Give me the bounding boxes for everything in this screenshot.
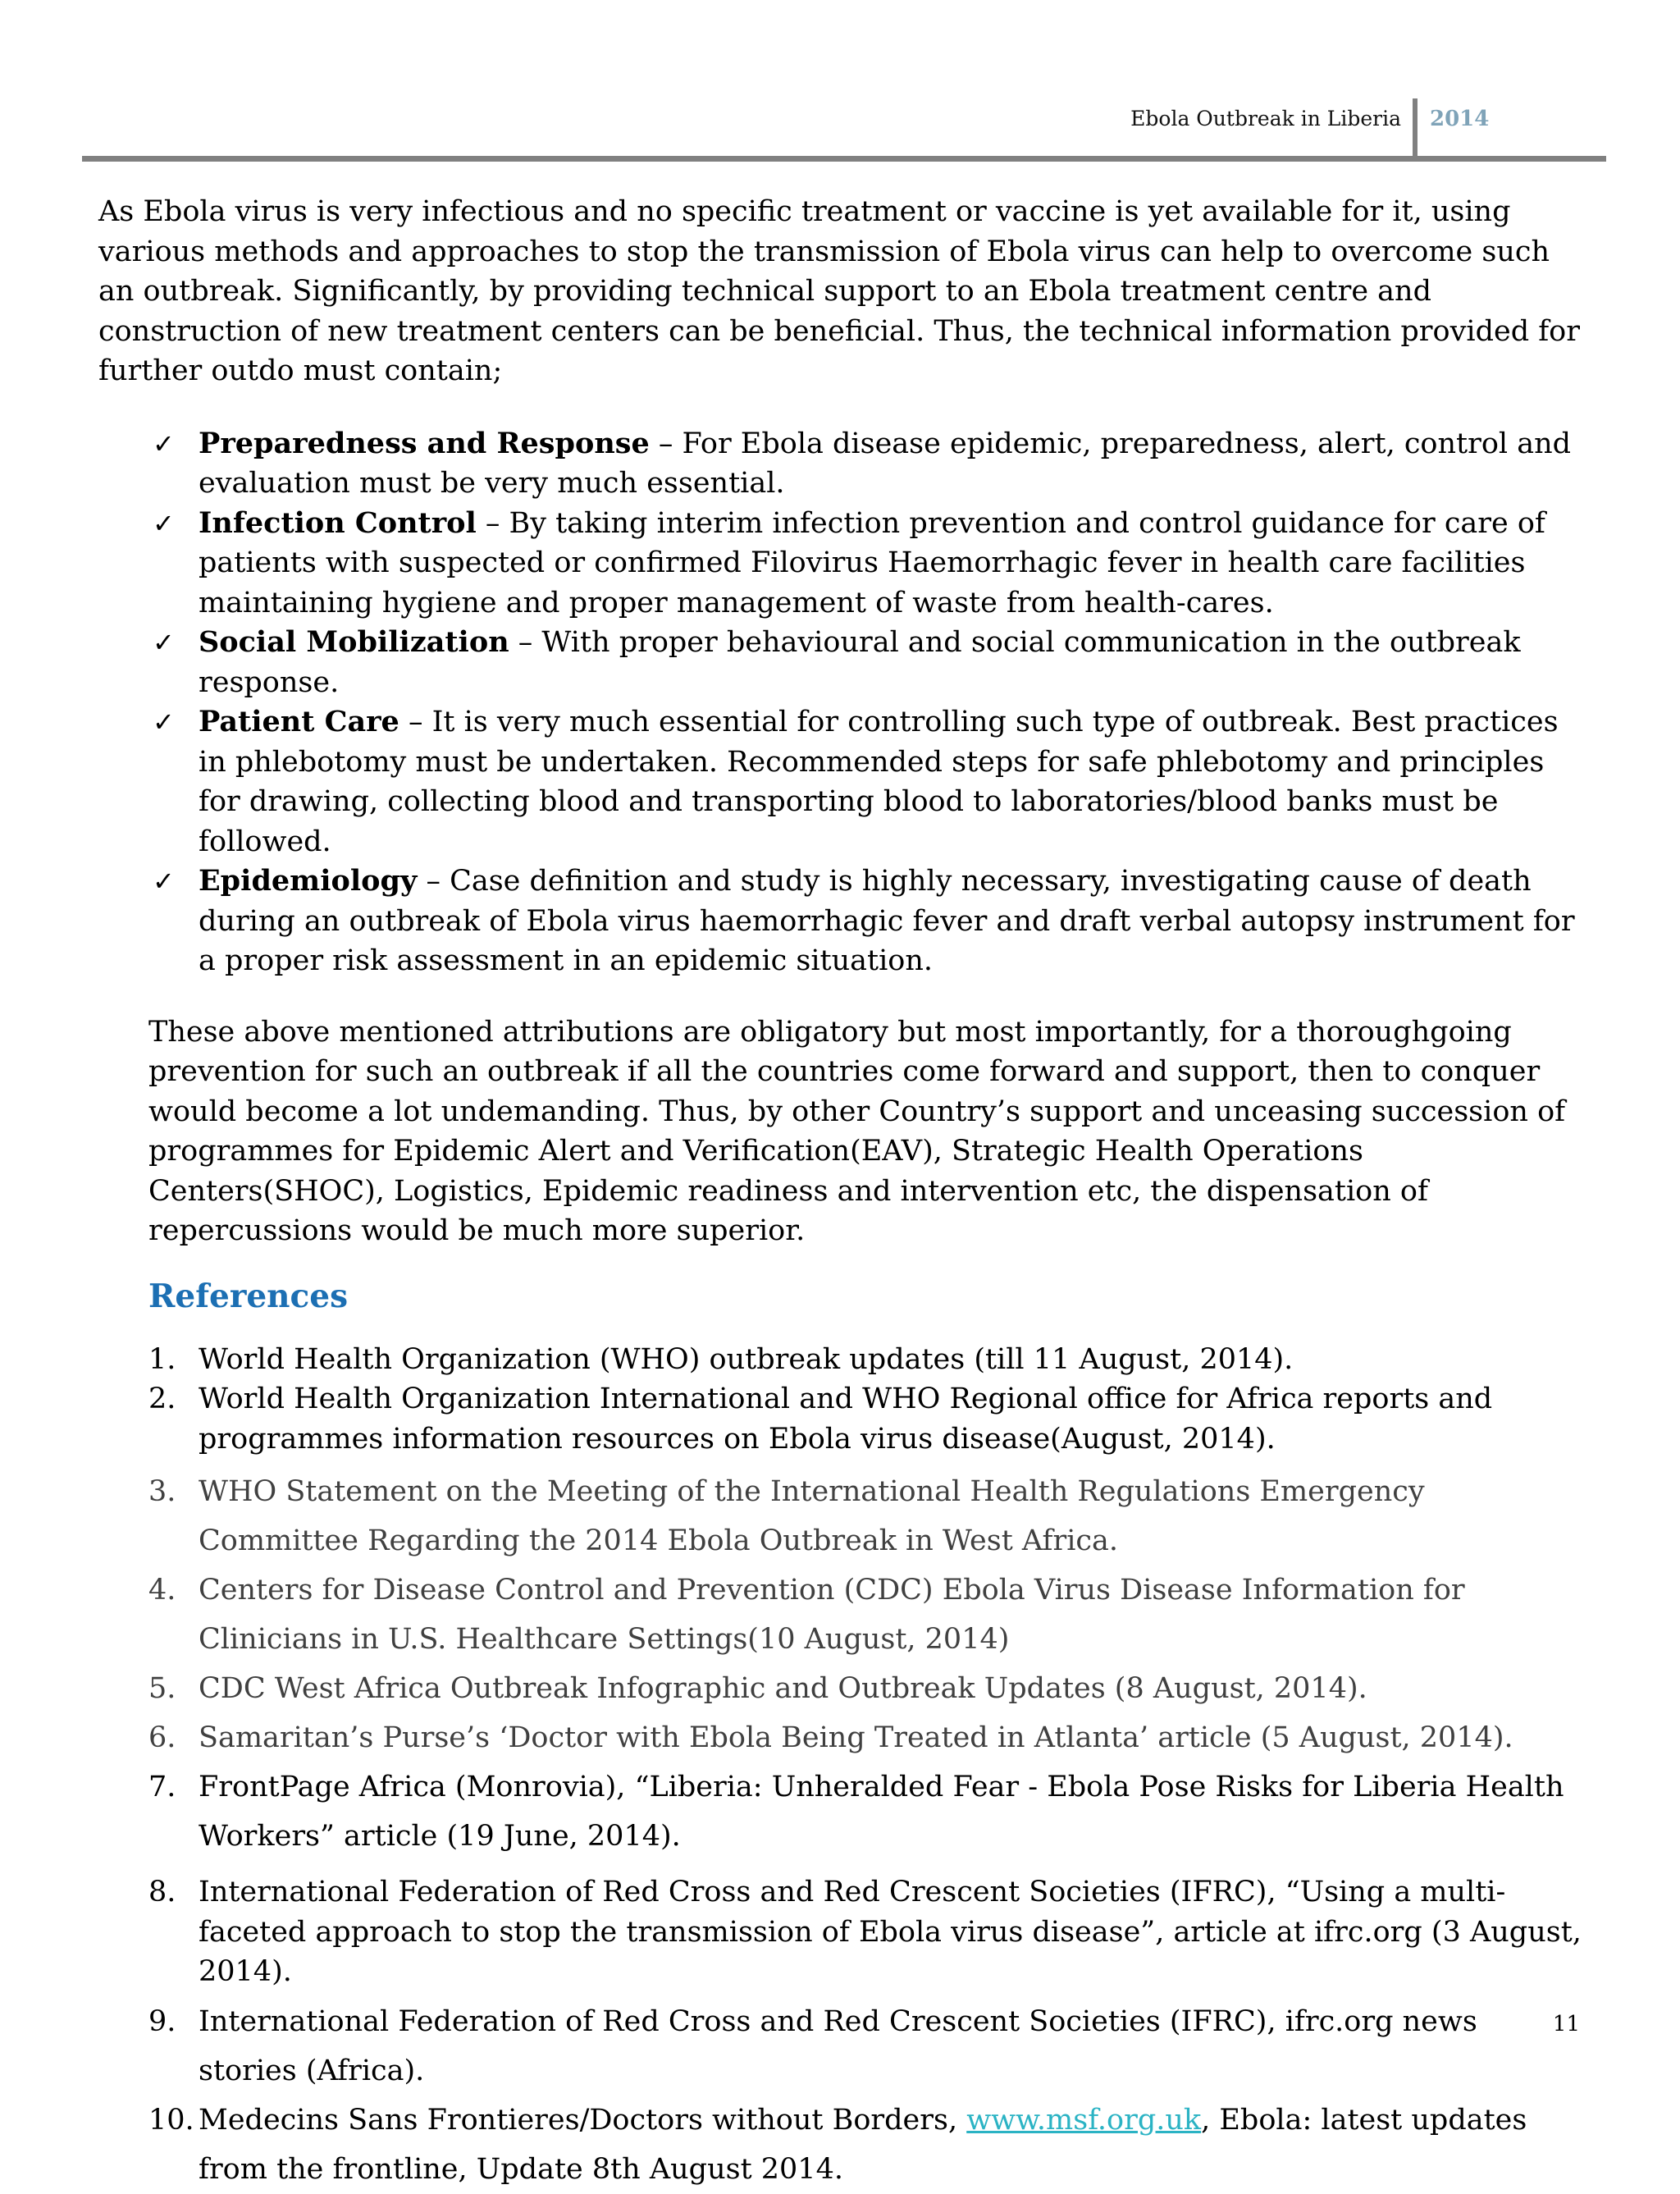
checkmark-icon: ✓	[153, 627, 175, 658]
bullet-title: Preparedness and Response	[199, 426, 650, 460]
reference-text: FrontPage Africa (Monrovia), “Liberia: Unheralded Fear - Ebola Pose Risks for Liberia Health Workers” article (19 June, 2014).	[199, 1771, 1564, 1853]
reference-item	[148, 1566, 1582, 1664]
bullet-infection-control	[98, 504, 1582, 624]
header-year: 2014	[1430, 107, 1490, 131]
reference-number: 1.	[148, 1342, 176, 1376]
reference-item	[148, 1713, 1582, 1762]
checkmark-icon: ✓	[153, 706, 175, 738]
bullet-title: Social Mobilization	[199, 625, 509, 659]
bullet-title: Patient Care	[199, 705, 399, 738]
reference-number: 7.	[148, 1771, 176, 1803]
bullet-text: – Case definition and study is highly necessary, investigating cause of death during an outbreak of Ebola virus haemorrhagic fever and draft verbal autopsy instrument for a proper risk assessment in an epidemic situation.	[199, 865, 1575, 977]
reference-text: World Health Organization International and WHO Regional office for Africa reports and programmes information resources on Ebola virus disease(August, 2014).	[199, 1383, 1493, 1456]
bullet-text: – With proper behavioural and social communication in the outbreak response.	[199, 626, 1521, 699]
reference-text: International Federation of Red Cross and Red Crescent Societies (IFRC), “Using a multi-faceted approach to stop the transmission of Ebola virus disease”, article at ifrc.org (3 August, 2014).	[199, 1876, 1582, 1988]
reference-number: 10.	[148, 2103, 194, 2137]
technical-info-list	[98, 424, 1582, 981]
reference-text-suffix: , Ebola: latest updates from the frontline, Update 8th August 2014.	[199, 2103, 1527, 2186]
checkmark-icon: ✓	[153, 507, 175, 539]
header-divider	[1413, 98, 1418, 161]
reference-item	[148, 1872, 1582, 1992]
reference-item	[148, 1340, 1582, 1380]
reference-text: Centers for Disease Control and Prevention (CDC) Ebola Virus Disease Information for Clinicians in U.S. Healthcare Settings(10 August, 2014)	[199, 1574, 1465, 1656]
reference-number: 5.	[148, 1672, 176, 1705]
reference-item	[148, 1762, 1582, 1861]
checkmark-icon: ✓	[153, 866, 175, 897]
reference-text: WHO Statement on the Meeting of the International Health Regulations Emergency Committee Regarding the 2014 Ebola Outbreak in West Africa.	[199, 1475, 1425, 1557]
checkmark-icon: ✓	[153, 427, 175, 459]
bullet-epidemiology	[98, 862, 1582, 981]
reference-number: 6.	[148, 1721, 176, 1754]
closing-paragraph: These above mentioned attributions are obligatory but most importantly, for a thoroughgoing prevention for such an outbreak if all the countries come forward and support, then to conquer would become a lot undemanding. Thus, by other Country’s support and unceasing succession of programmes for Epidemic Alert and Verification(EAV), Strategic Health Operations Centers(SHOC), Logistics, Epidemic readiness and intervention etc, the dispensation of repercussions would be much more superior.	[148, 1015, 1566, 1247]
reference-number: 9.	[148, 2004, 176, 2038]
references-heading: References	[148, 1277, 349, 1315]
header-title: Ebola Outbreak in Liberia	[1130, 107, 1401, 130]
reference-text: International Federation of Red Cross and Red Crescent Societies (IFRC), ifrc.org news stories (Africa).	[199, 2004, 1477, 2087]
bullet-social-mobilization	[98, 623, 1582, 702]
reference-item	[148, 1379, 1582, 1459]
reference-number: 8.	[148, 1876, 176, 1908]
bullet-title: Epidemiology	[199, 864, 418, 898]
reference-number: 3.	[148, 1475, 176, 1508]
page-number: 11	[1552, 2012, 1580, 2036]
bullet-patient-care	[98, 702, 1582, 862]
reference-text: Samaritan’s Purse’s ‘Doctor with Ebola Being Treated in Atlanta’ article (5 August, 2014).	[199, 1721, 1513, 1754]
reference-text-prefix: Medecins Sans Frontieres/Doctors without Borders,	[199, 2103, 967, 2137]
bullet-text: – For Ebola disease epidemic, preparedness, alert, control and evaluation must be very much essential.	[199, 427, 1572, 500]
bullet-text: – By taking interim infection prevention and control guidance for care of patients with suspected or confirmed Filovirus Haemorrhagic fever in health care facilities maintaining hygiene and proper management of waste from health-cares.	[199, 506, 1545, 619]
bullet-text: – It is very much essential for controlling such type of outbreak. Best practices in phlebotomy must be undertaken. Recommended steps for safe phlebotomy and principles for drawing, collecting blood and transporting blood to laboratories/blood banks must be followed.	[199, 706, 1559, 858]
reference-text: World Health Organization (WHO) outbreak updates (till 11 August, 2014).	[199, 1342, 1294, 1376]
msf-link[interactable]: www.msf.org.uk	[966, 2103, 1202, 2137]
reference-number: 4.	[148, 1574, 176, 1607]
reference-item	[148, 1997, 1582, 2096]
page-content	[98, 192, 1582, 2194]
intro-paragraph: As Ebola virus is very infectious and no specific treatment or vaccine is yet available for it, using various methods and approaches to stop the transmission of Ebola virus can help to overcome such an outbreak. Significantly, by providing technical support to an Ebola treatment centre and construction of new treatment centers can be beneficial. Thus, the technical information provided for further outdo must contain;	[98, 195, 1580, 387]
reference-number: 2.	[148, 1383, 176, 1415]
reference-item	[148, 1467, 1582, 1566]
references-list	[148, 1340, 1582, 2194]
bullet-title: Infection Control	[199, 505, 477, 540]
reference-text: CDC West Africa Outbreak Infographic and Outbreak Updates (8 August, 2014).	[199, 1672, 1367, 1705]
page-header	[82, 95, 1606, 161]
reference-item	[148, 1664, 1582, 1713]
header-rule	[82, 156, 1606, 162]
reference-item	[148, 2096, 1582, 2194]
bullet-preparedness	[98, 424, 1582, 504]
